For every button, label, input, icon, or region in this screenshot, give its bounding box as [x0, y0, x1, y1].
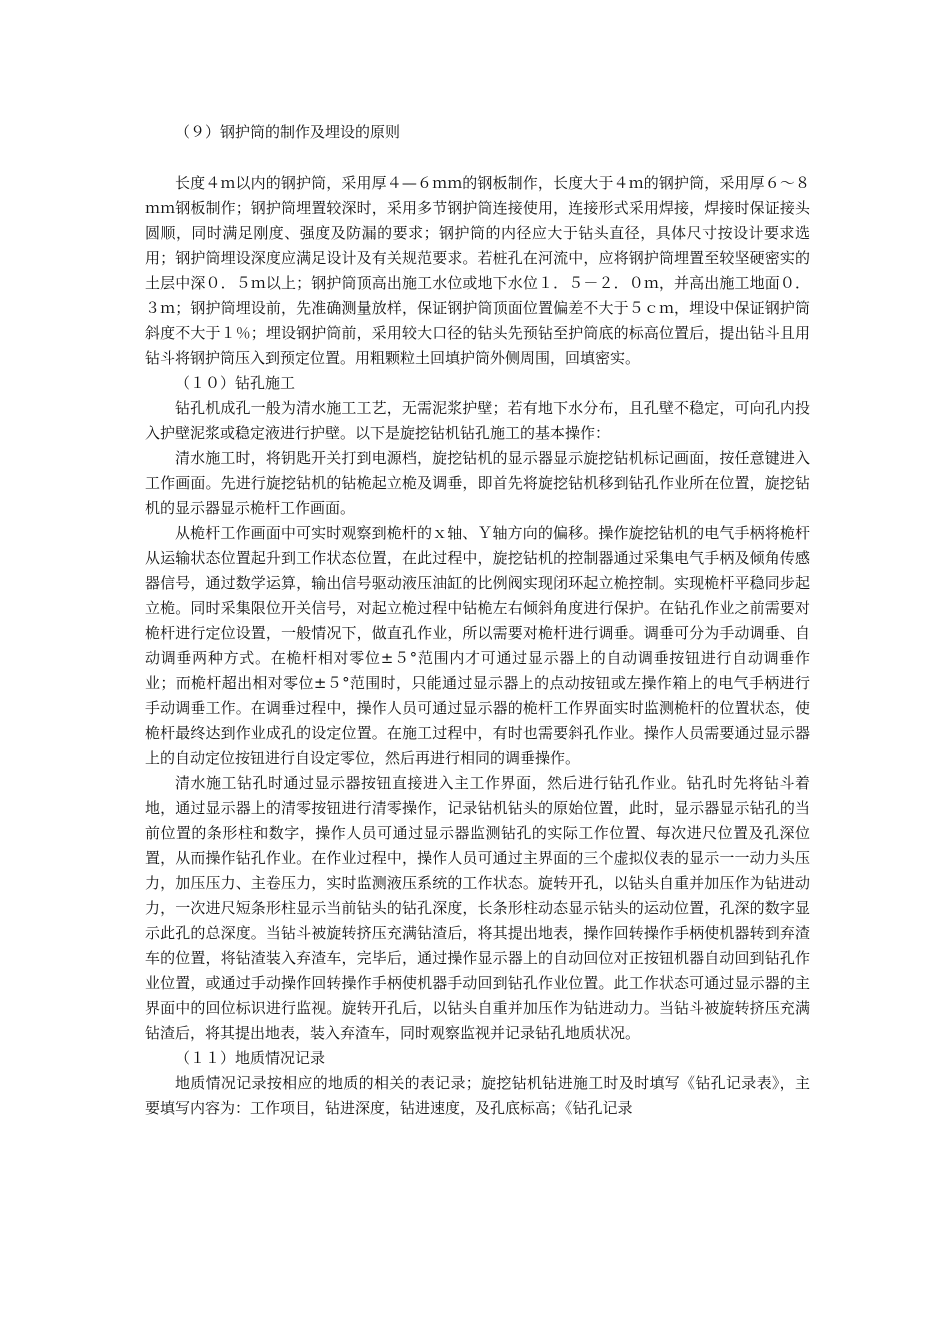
- paragraph-steel-casing: 长度４ｍ以内的钢护筒，采用厚４—６ｍｍ的钢板制作，长度大于４ｍ的钢护筒，采用厚６～８ｍｍ钢板制作；钢护筒埋置较深时，采用多节钢护筒连接使用，连接形式采用焊接，焊接时保证接头圆顺，同时满足刚度、强度及防漏的要求；钢护筒的内径应大于钻头直径，具体尺寸按设计要求选用；钢护筒埋设深度应满足设计及有关规范要求。若桩孔在河流中，应将钢护筒埋置至较坚硬密实的土层中深０．５ｍ以上；钢护筒顶高出施工水位或地下水位１．５－２．０ｍ，并高出施工地面０．３ｍ；钢护筒埋设前，先准确测量放样，保证钢护筒顶面位置偏差不大于５ｃｍ，埋设中保证钢护筒斜度不大于１％；埋设钢护筒前，采用较大口径的钻头先预钻至护筒底的标高位置后，提出钻斗且用钻斗将钢护筒压入到预定位置。用粗颗粒土回填护筒外侧周围，回填密实。: [145, 174, 810, 367]
- paragraph-geology-record: 地质情况记录按相应的地质的相关的表记录；旋挖钻机钻进施工时及时填写《钻孔记录表》，主要填写内容为：工作项目，钻进深度，钻进速度，及孔底标高；《钻孔记录: [145, 1074, 810, 1117]
- section-heading-9: （９）钢护筒的制作及埋设的原则: [175, 123, 401, 141]
- paragraph-drilling-operation: 清水施工钻孔时通过显示器按钮直接进入主工作界面，然后进行钻孔作业。钻孔时先将钻斗着地，通过显示器上的清零按钮进行清零操作，记录钻机钻头的原始位置，此时，显示器显示钻孔的当前位置的条形柱和数字，操作人员可通过显示器监测钻孔的实际工作位置、每次进尺位置及孔深位置，从而操作钻孔作业。在作业过程中，操作人员可通过主界面的三个虚拟仪表的显示一一动力头压力，加压压力、主卷压力，实时监测液压系统的工作状态。旋转开孔，以钻头自重并加压作为钻进动力，一次进尺短条形柱显示当前钻头的钻孔深度，长条形柱动态显示钻头的运动位置，孔深的数字显示此孔的总深度。当钻斗被旋转挤压充满钻渣后，将其提出地表，操作回转操作手柄使机器转到弃渣车的位置，将钻渣装入弃渣车，完毕后，通过操作显示器上的自动回位对正按钮机器自动回到钻孔作业位置，或通过手动操作回转操作手柄使机器手动回到钻孔作业位置。此工作状态可通过显示器的主界面中的回位标识进行监视。旋转开孔后，以钻头自重并加压作为钻进动力。当钻斗被旋转挤压充满钻渣后，将其提出地表，装入弃渣车，同时观察监视并记录钻孔地质状况。: [145, 774, 810, 1042]
- paragraph-clear-water-startup: 清水施工时，将钥匙开关打到电源档，旋挖钻机的显示器显示旋挖钻机标记画面，按任意键进入工作画面。先进行旋挖钻机的钻桅起立桅及调垂，即首先将旋挖钻机移到钻孔作业所在位置，旋挖钻机的显示器显示桅杆工作画面。: [145, 449, 810, 517]
- section-heading-10: （１０）钻孔施工: [175, 374, 296, 392]
- section-heading-11: （１１）地质情况记录: [175, 1049, 326, 1067]
- paragraph-drilling-intro: 钻孔机成孔一般为清水施工工艺，无需泥浆护壁；若有地下水分布，且孔壁不稳定，可向孔内投入护壁泥浆或稳定液进行护壁。以下是旋挖钻机钻孔施工的基本操作：: [145, 399, 810, 442]
- section-spacer: [145, 145, 810, 171]
- paragraph-mast-adjustment: 从桅杆工作画面中可实时观察到桅杆的ｘ轴、Ｙ轴方向的偏移。操作旋挖钻机的电气手柄将桅杆从运输状态位置起升到工作状态位置，在此过程中，旋挖钻机的控制器通过采集电气手柄及倾角传感器信号，通过数学运算，输出信号驱动液压油缸的比例阀实现闭环起立桅控制。实现桅杆平稳同步起立桅。同时采集限位开关信号，对起立桅过程中钻桅左右倾斜角度进行保护。在钻孔作业之前需要对桅杆进行定位设置，一般情况下，做直孔作业，所以需要对桅杆进行调垂。调垂可分为手动调垂、自动调垂两种方式。在桅杆相对零位±５°范围内才可通过显示器上的自动调垂按钮进行自动调垂作业；而桅杆超出相对零位±５°范围时，只能通过显示器上的点动按钮或左操作箱上的电气手柄进行手动调垂工作。在调垂过程中，操作人员可通过显示器的桅杆工作界面实时监测桅杆的位置状态，使桅杆最终达到作业成孔的设定位置。在施工过程中，有时也需要斜孔作业。操作人员需要通过显示器上的自动定位按钮进行自设定零位，然后再进行相同的调垂操作。: [145, 524, 810, 767]
- document-page: [145, 120, 810, 1121]
